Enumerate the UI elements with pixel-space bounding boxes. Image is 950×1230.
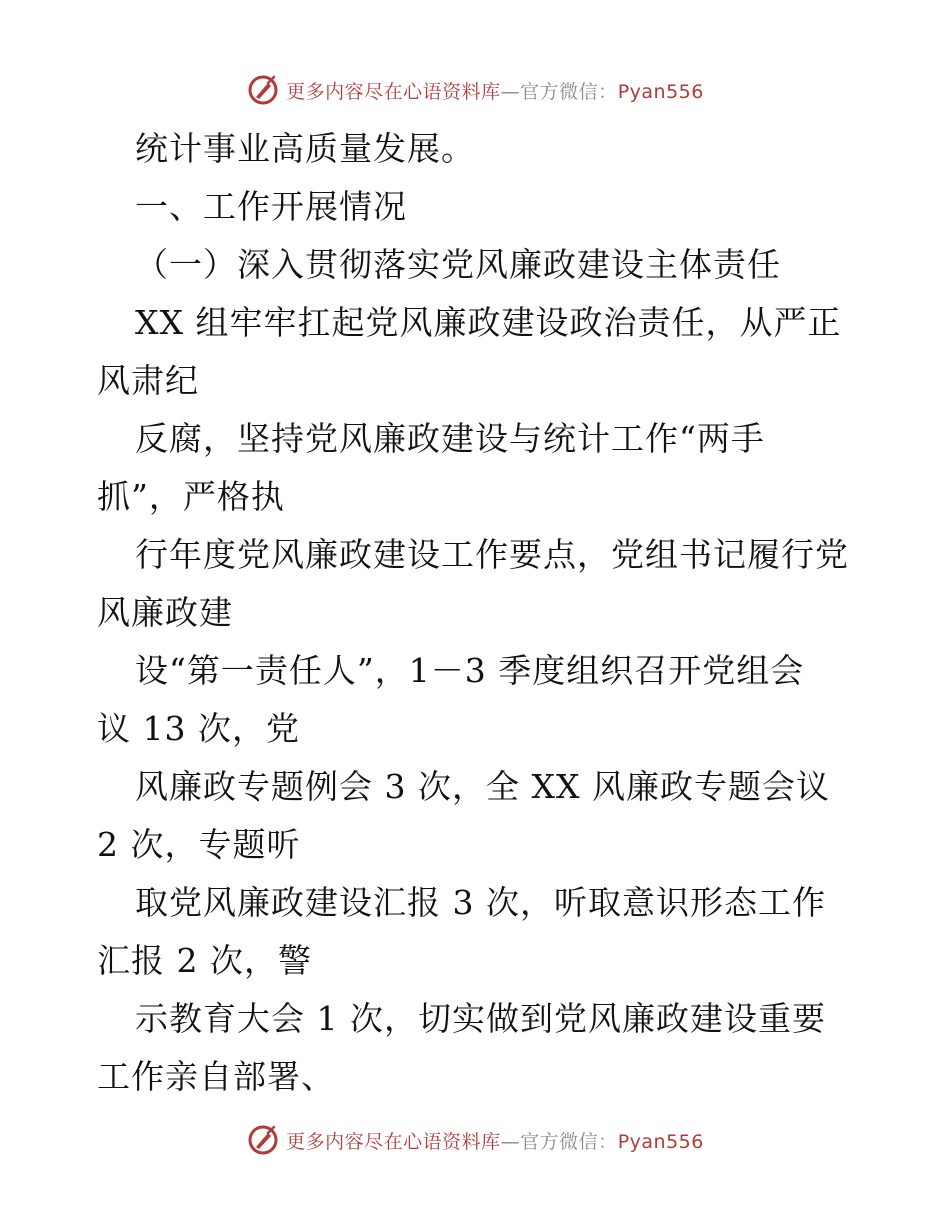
quill-seal-icon [246,73,280,107]
paragraph-line: 汇报 2 次，警 [97,941,312,980]
paragraph-line: 风廉政专题例会 3 次，全 XX 风廉政专题会议 [135,767,830,806]
watermark-wechat-label: 官方微信： [520,1130,618,1153]
paragraph-line: 2 次，专题听 [97,825,301,864]
paragraph-line: 风肃纪 [97,361,199,400]
header-watermark [0,68,950,112]
watermark-wechat-label: 官方微信： [520,80,618,103]
paragraph-line: 行年度党风廉政建设工作要点，党组书记履行党 [135,535,849,574]
paragraph-line: 设“第一责任人”，1－3 季度组织召开党组会 [135,651,805,690]
section-heading: 一、工作开展情况 [135,187,407,226]
paragraph-line: 统计事业高质量发展。 [135,129,475,168]
watermark-wechat-id: Pyan556 [617,1130,704,1153]
paragraph-line: 示教育大会 1 次，切实做到党风廉政建设重要 [135,999,826,1038]
watermark-separator: — [500,80,521,103]
watermark-text [286,1127,704,1154]
watermark-text [286,77,704,104]
paragraph-line: 议 13 次，党 [97,709,300,748]
paragraph-line: 工作亲自部署、 [97,1057,335,1096]
quill-seal-icon [246,1123,280,1157]
document-body [97,120,857,1106]
watermark-main: 更多内容尽在心语资料库 [286,1130,501,1153]
paragraph-line: 风廉政建 [97,593,233,632]
subsection-heading: （一）深入贯彻落实党风廉政建设主体责任 [135,245,781,284]
paragraph-line: XX 组牢牢扛起党风廉政建设政治责任，从严正 [135,303,842,342]
paragraph-line: 取党风廉政建设汇报 3 次，听取意识形态工作 [135,883,826,922]
watermark-main: 更多内容尽在心语资料库 [286,80,501,103]
footer-watermark [0,1118,950,1162]
paragraph-line: 抓”，严格执 [97,477,285,516]
watermark-separator: — [500,1130,521,1153]
watermark-wechat-id: Pyan556 [617,80,704,103]
paragraph-line: 反腐，坚持党风廉政建设与统计工作“两手 [135,419,765,458]
